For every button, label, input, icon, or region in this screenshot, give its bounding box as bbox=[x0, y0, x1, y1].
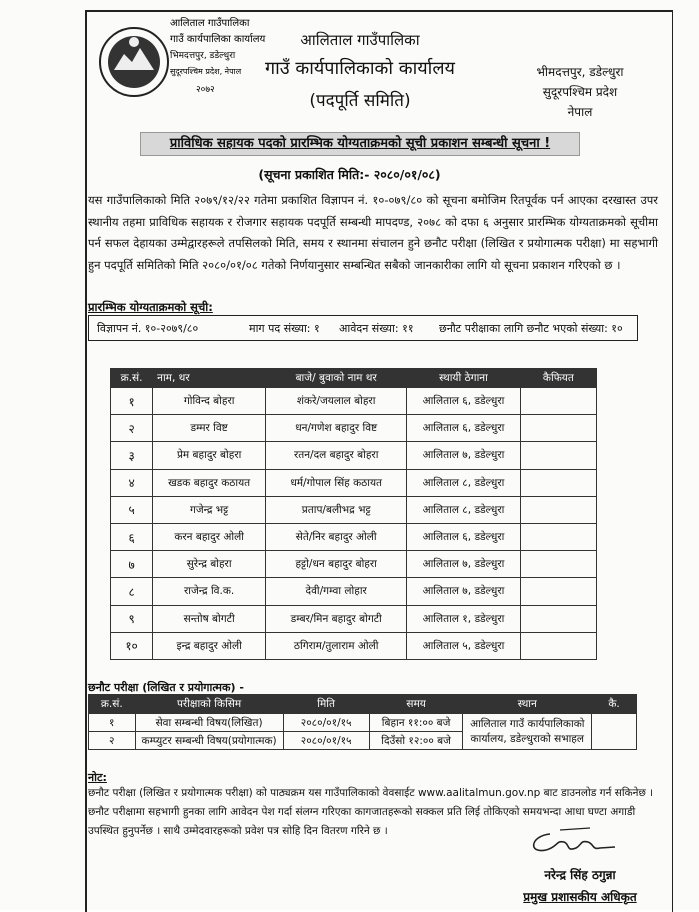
table-header-row bbox=[111, 369, 597, 388]
col-address: स्थायी ठेगाना bbox=[407, 369, 521, 388]
row-sn: ९ bbox=[111, 605, 153, 632]
row-parent: डम्बर/मिन बहादुर बोगटी bbox=[266, 605, 407, 632]
row-address: आलिताल १, डडेल्धुरा bbox=[407, 605, 521, 632]
exam-col-time: समय bbox=[369, 695, 463, 714]
row-sn: ७ bbox=[111, 551, 153, 578]
table-row bbox=[111, 388, 597, 415]
row-parent: सेते/निर बहादुर ओली bbox=[266, 523, 407, 550]
row-remark bbox=[520, 632, 596, 659]
table-row bbox=[111, 551, 597, 578]
col-sn: क्र.सं. bbox=[111, 369, 153, 388]
exam-time: दिउँसो १२:०० बजे bbox=[369, 732, 463, 750]
row-parent: ठगिराम/तुलाराम ओली bbox=[266, 632, 407, 659]
row-sn: ४ bbox=[111, 469, 153, 496]
exam-col-remark: कै. bbox=[592, 695, 637, 714]
row-parent: हट्टो/धन बहादुर बोहरा bbox=[266, 551, 407, 578]
exam-col-date: मिति bbox=[283, 695, 369, 714]
exam-venue: आलिताल गाउँ कार्यपालिकाको कार्यालय, डडेल्धुराको सभाहल bbox=[463, 714, 592, 750]
col-remark: कैफियत bbox=[520, 369, 596, 388]
office-name: गाउँ कार्यपालिकाको कार्यालय bbox=[265, 58, 455, 79]
row-name: डम्मर विष्ट bbox=[153, 415, 266, 442]
exam-row bbox=[89, 714, 637, 732]
row-name: खडक बहादुर कठायत bbox=[153, 469, 266, 496]
row-name: सुरेन्द्र बोहरा bbox=[153, 551, 266, 578]
exam-heading: छनौट परीक्षा (लिखित र प्रयोगात्मक) - bbox=[88, 681, 244, 694]
exam-col-sn: क्र.सं. bbox=[89, 695, 136, 714]
row-sn: ३ bbox=[111, 442, 153, 469]
row-parent: देवी/गम्वा लोहार bbox=[266, 578, 407, 605]
row-address: आलिताल ७, डडेल्धुरा bbox=[407, 551, 521, 578]
row-remark bbox=[520, 578, 596, 605]
list-heading: प्रारम्भिक योग्यताक्रमको सूची: bbox=[88, 300, 213, 314]
row-remark bbox=[520, 605, 596, 632]
row-name: प्रेम बहादुर बोहरा bbox=[153, 442, 266, 469]
exam-col-venue: स्थान bbox=[463, 695, 592, 714]
publish-date: (सूचना प्रकाशित मिति:- २०८०/०१/०८) bbox=[258, 167, 441, 182]
row-address: आलिताल ८, डडेल्धुरा bbox=[407, 496, 521, 523]
row-address: आलिताल ६, डडेल्धुरा bbox=[407, 415, 521, 442]
row-parent: प्रताप/बलीभद्र भट्ट bbox=[266, 496, 407, 523]
committee-name: (पदपूर्ति समिति) bbox=[309, 91, 411, 111]
row-remark bbox=[520, 496, 596, 523]
table-row bbox=[111, 496, 597, 523]
candidate-table bbox=[110, 368, 597, 660]
vacancy-info-box bbox=[88, 315, 638, 341]
signatory-title: प्रमुख प्रशासकीय अधिकृत bbox=[523, 890, 637, 904]
seal-text-3: भिमदत्तपुर, डडेल्धुरा bbox=[170, 51, 236, 61]
table-row bbox=[111, 523, 597, 550]
row-name: करन बहादुर ओली bbox=[153, 523, 266, 550]
notice-title: प्राविधिक सहायक पदको प्रारम्भिक योग्यताक्रमको सूची प्रकाशन सम्बन्धी सूचना ! bbox=[140, 132, 580, 156]
seal-text-2: गाउँ कार्यपालिका कार्यालय bbox=[170, 34, 266, 45]
municipality-seal bbox=[92, 12, 266, 107]
row-sn: ८ bbox=[111, 578, 153, 605]
note-heading: नोट: bbox=[88, 771, 107, 784]
address-line-3: नेपाल bbox=[567, 105, 593, 119]
row-name: गजेन्द्र भट्ट bbox=[153, 496, 266, 523]
col-name: नाम, थर bbox=[153, 369, 266, 388]
exam-header-row bbox=[89, 695, 637, 714]
row-parent: धर्म/गोपाल सिंह कठायत bbox=[266, 469, 407, 496]
row-remark bbox=[520, 442, 596, 469]
row-remark bbox=[520, 469, 596, 496]
row-address: आलिताल ६, डडेल्धुरा bbox=[407, 388, 521, 415]
office-address bbox=[520, 62, 640, 122]
row-name: गोविन्द बोहरा bbox=[153, 388, 266, 415]
row-remark bbox=[520, 551, 596, 578]
table-row bbox=[111, 469, 597, 496]
row-remark bbox=[520, 388, 596, 415]
row-address: आलिताल ५, डडेल्धुरा bbox=[407, 632, 521, 659]
row-remark bbox=[520, 523, 596, 550]
office-header bbox=[235, 30, 485, 111]
address-line-2: सुदूरपश्चिम प्रदेश bbox=[542, 85, 618, 99]
row-sn: ५ bbox=[111, 496, 153, 523]
table-row bbox=[111, 415, 597, 442]
seal-text-1: आलिताल गाउँपालिका bbox=[170, 18, 250, 29]
signature bbox=[520, 820, 620, 860]
address-line-1: भीमदत्तपुर, डडेल्धुरा bbox=[536, 65, 624, 79]
municipality-name: आलिताल गाउँपालिका bbox=[300, 31, 420, 49]
signatory-name: नरेन्द्र सिंह ठगुन्ना bbox=[544, 868, 616, 882]
row-sn: १० bbox=[111, 632, 153, 659]
exam-time: बिहान ११:०० बजे bbox=[369, 714, 463, 732]
ad-number: विज्ञापन नं. १०-२०७९/८० bbox=[97, 322, 199, 335]
table-row bbox=[111, 442, 597, 469]
exam-date: २०८०/०१/१५ bbox=[283, 714, 369, 732]
row-name: राजेन्द्र वि.क. bbox=[153, 578, 266, 605]
exam-remark bbox=[592, 714, 637, 750]
exam-col-type: परीक्षाको किसिम bbox=[135, 695, 283, 714]
row-parent: धन/गणेश बहादुर विष्ट bbox=[266, 415, 407, 442]
demand-count: माग पद संख्या: १ bbox=[249, 322, 320, 335]
row-address: आलिताल ८, डडेल्धुरा bbox=[407, 469, 521, 496]
row-sn: २ bbox=[111, 415, 153, 442]
exam-type: सेवा सम्बन्धी विषय(लिखित) bbox=[135, 714, 283, 732]
table-row bbox=[111, 632, 597, 659]
application-count: आवेदन संख्या: ११ bbox=[339, 322, 414, 335]
row-sn: १ bbox=[111, 388, 153, 415]
row-sn: ६ bbox=[111, 523, 153, 550]
row-remark bbox=[520, 415, 596, 442]
exam-schedule-table bbox=[88, 694, 637, 750]
row-address: आलिताल ६, डडेल्धुरा bbox=[407, 523, 521, 550]
seal-text-4: सुदूरपश्चिम प्रदेश, नेपाल bbox=[170, 67, 242, 76]
exam-type: कम्प्युटर सम्बन्धी विषय(प्रयोगात्मक) bbox=[135, 732, 283, 750]
notice-body: यस गाउँपालिकाको मिति २०७९/१२/२२ गतेमा प्रकाशित विज्ञापन नं. १०-०७९/८० को सूचना बमोजिम रितपूर्वक पर्न आएका दरखास्त उपर स्थानीय तहमा प्राविधिक सहायक र रोजगार सहायक पदपूर्ति सम्बन्धी मापदण्ड, २०७८ को दफा ६ अनुसार प्रारम्भिक योग्यताक्रमको सूचीमा पर्न सफल देहायका उम्मेद्वारहरूले तपसिलको मिति, समय र स्थानमा संचालन हुने छनौट परीक्षा (लिखित र प्रयोगात्मक परीक्षा) मा सहभागी हुन पदपूर्ति समितिको मिति २०८०/०१/०८ गतेको निर्णयानुसार सम्बन्धित सबैको जानकारीका लागि यो सूचना प्रकाशन गरिएको छ । bbox=[88, 193, 658, 272]
row-name: इन्द्र बहादुर ओली bbox=[153, 632, 266, 659]
row-address: आलिताल ७, डडेल्धुरा bbox=[407, 578, 521, 605]
row-name: सन्तोष बोगटी bbox=[153, 605, 266, 632]
exam-date: २०८०/०१/१५ bbox=[283, 732, 369, 750]
row-parent: रतन/दल बहादुर बोहरा bbox=[266, 442, 407, 469]
row-parent: शंकरे/जयलाल बोहरा bbox=[266, 388, 407, 415]
seal-year: २०७२ bbox=[196, 85, 215, 95]
table-row bbox=[111, 578, 597, 605]
note-text: छनौट परीक्षा (लिखित र प्रयोगात्मक परीक्षा) को पाठ्यक्रम यस गाउँपालिकाको वेवसाईट www.aalitalmun.gov.np बाट डाउनलोड गर्न सकिनेछ । छनौट परीक्षामा सहभागी हुनका लागि आवेदन पेश गर्दा संलग्न गरिएका कागजातहरूको सक्कल प्रति लिई तोकिएको समयभन्दा आधा घण्टा अगाडी उपस्थित हुनुपर्नेछ । साथै उम्मेदवारहरूको प्रवेश पत्र सोहि दिन वितरण गरिने छ । bbox=[88, 787, 654, 837]
row-address: आलिताल ७, डडेल्धुरा bbox=[407, 442, 521, 469]
exam-sn: १ bbox=[89, 714, 136, 732]
exam-sn: २ bbox=[89, 732, 136, 750]
table-row bbox=[111, 605, 597, 632]
col-parent: बाजे/ बुवाको नाम थर bbox=[266, 369, 407, 388]
shortlisted-count: छनौट परीक्षाका लागि छनौट भएको संख्या: १० bbox=[439, 322, 623, 335]
